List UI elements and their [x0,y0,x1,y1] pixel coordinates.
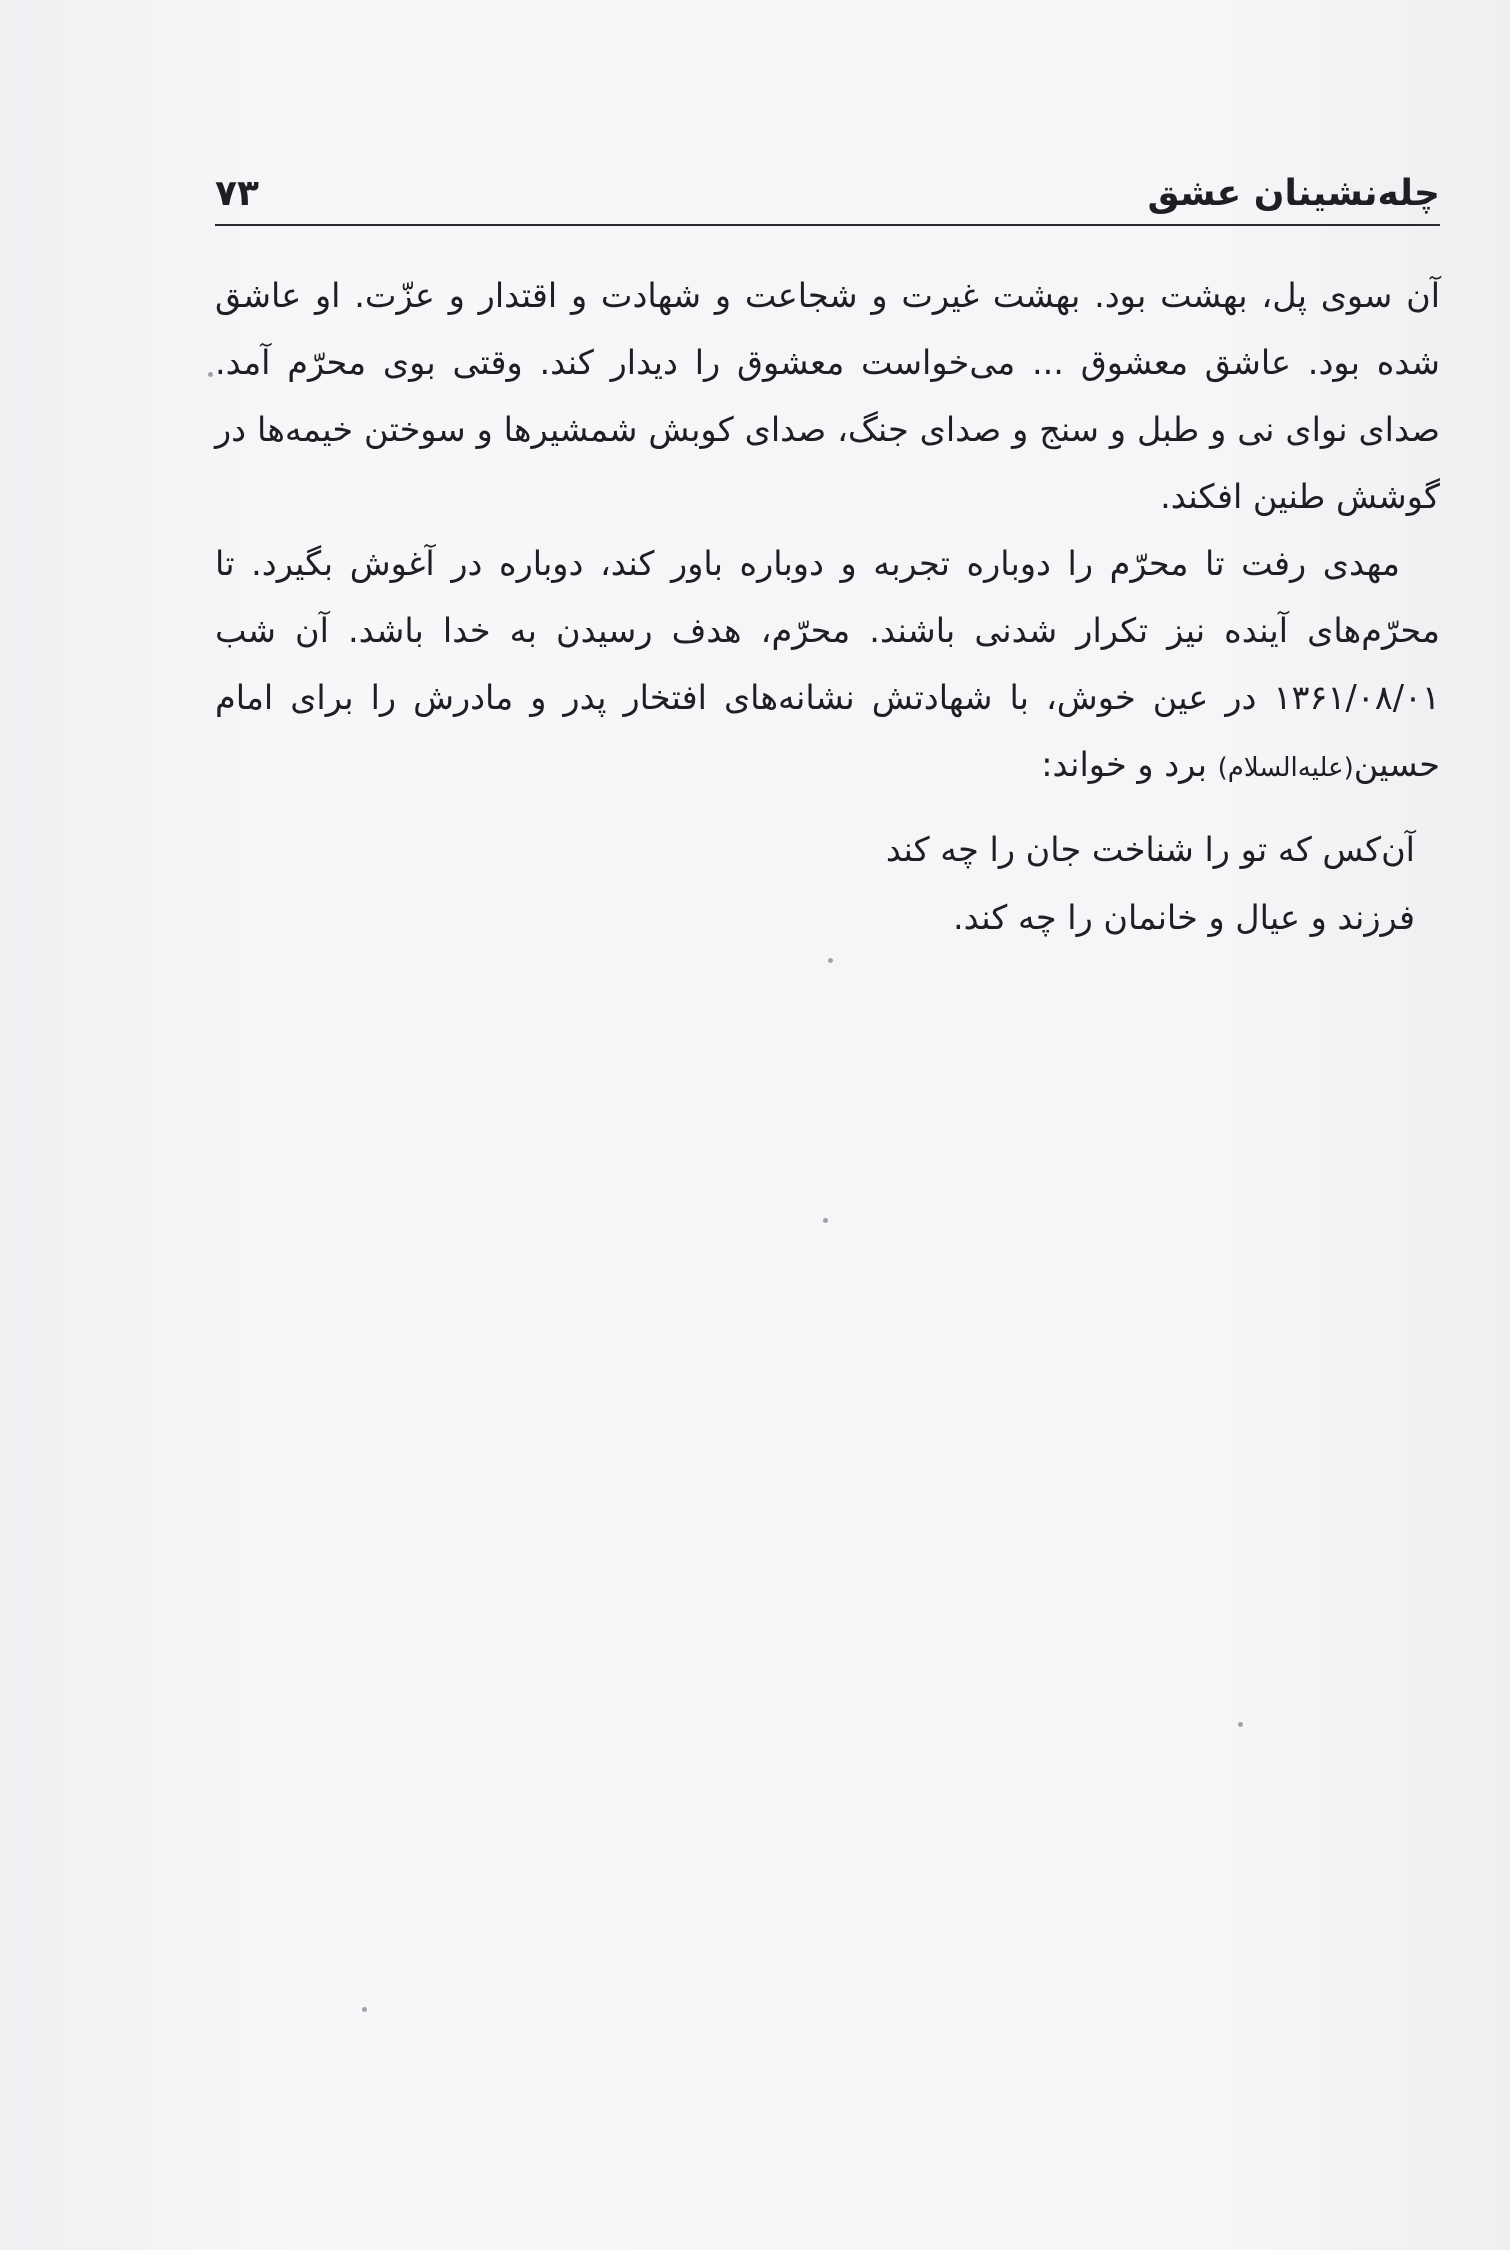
verse-line-2: فرزند و عیال و خانمان را چه کند. [953,898,1415,937]
poem-verse [886,816,1415,952]
paper-speck [208,372,213,377]
page-number: ۷۳ [215,173,259,214]
paragraph-2-main: مهدی رفت تا محرّم را دوباره تجربه و دوباره باور کند، دوباره در آغوش بگیرد. تا محرّم‌های آینده نیز تکرار شدنی باشند. محرّم، هدف رسیدن به خدا باشد. آن شب ۱۳۶۱/۰۸/۰۱ در عین خوش، با شهادتش نشانه‌های افتخار پدر و مادرش را برای امام حسین [215,544,1440,784]
paper-speck [828,958,833,963]
paper-speck [362,2007,367,2012]
honorific: (علیه‌السلام) [1217,753,1354,783]
verse-line-1: آن‌کس که تو را شناخت جان را چه کند [885,830,1415,869]
paragraph-1: آن سوی پل، بهشت بود. بهشت غیرت و شجاعت و شهادت و اقتدار و عزّت. او عاشق شده بود. عاشق معشوق ... می‌خواست معشوق را دیدار کند. وقتی بوی محرّم آمد. صدای نوای نی و طبل و سنج و صدای جنگ، صدای کوبش شمشیرها و سوختن خیمه‌ها در گوشش طنین افکند. [215,276,1440,516]
paragraph-2-end: برد و خواند: [1041,745,1218,784]
paragraph-2 [215,530,1440,802]
page-header [215,168,1440,226]
running-title: چله‌نشینان عشق [1147,173,1440,214]
body-text [215,262,1440,802]
paper-speck [823,1218,828,1223]
paper-speck [1238,1722,1243,1727]
